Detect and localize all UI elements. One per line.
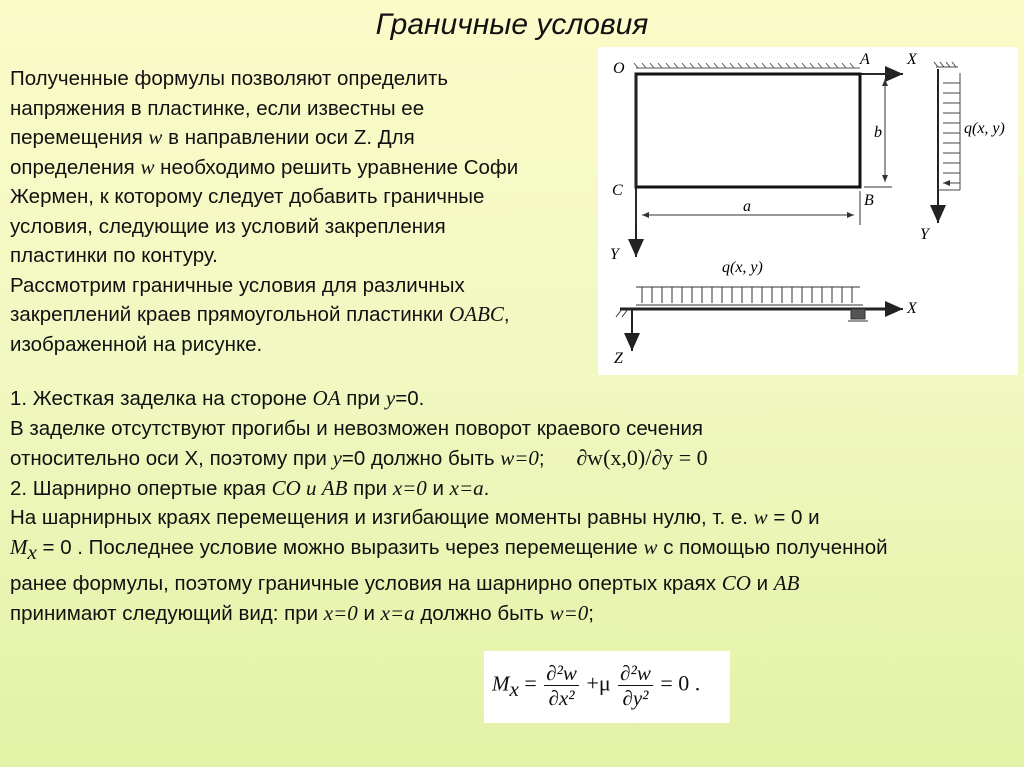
text-line: В заделке отсутствуют прогибы и невозможен поворот краевого сечения — [10, 416, 703, 440]
text-line: ранее формулы, поэтому граничные условия на шарнирно опертых краях CO и AB — [10, 571, 800, 596]
formula-rhs: = 0 . — [660, 670, 701, 696]
text-line: определения w необходимо решить уравнение Софи — [10, 154, 519, 179]
label-Z: Z — [614, 350, 623, 367]
text-line: изображенной на рисунке. — [10, 332, 263, 356]
fraction-x: $\frac{\text{∂²w}}{\text{∂x²}}$ — [546, 661, 577, 710]
label-q-bottom: q(x, y) — [722, 259, 763, 276]
label-Y-left: Y — [610, 246, 619, 263]
label-B: B — [864, 192, 874, 209]
label-b: b — [874, 124, 882, 141]
text-line: Жермен, к которому следует добавить граничные — [10, 185, 485, 208]
label-C: C — [612, 182, 623, 199]
text-line: условия, следующие из условий закрепления — [10, 214, 446, 238]
text-line: $M_x = 0$ . Последнее условие можно выразить через перемещение w с помощью полученной — [10, 534, 888, 564]
bottom-beam — [616, 287, 903, 351]
slide-title: Граничные условия — [375, 8, 649, 41]
text-line: На шарнирных краях перемещения и изгибающие моменты равны нулю, т. е. w = 0 и — [10, 505, 820, 529]
conditions-text — [10, 384, 1020, 628]
plate-diagram — [598, 47, 1018, 375]
label-X-top: X — [907, 51, 917, 68]
text-line: Полученные формулы позволяют определить — [10, 67, 449, 90]
formula-plus-mu: +μ — [586, 670, 611, 696]
moment-formula-content: $M_x$ = $\frac{\text{∂²w}}{\text{∂x²}}$ +μ $\frac{\text{∂²w}}{\text{∂y²}}$ = 0 . — [492, 661, 701, 710]
formula-lhs: M — [492, 671, 510, 696]
formula-equals: = — [524, 670, 537, 696]
intro-paragraph — [10, 64, 600, 359]
text-line: пластинки по контуру. — [10, 244, 218, 267]
text-line: относительно оси X, поэтому при y=0 должно быть w=0; ∂w(x,0)/∂y = 0 — [10, 445, 708, 470]
label-O: O — [613, 60, 625, 77]
text-line: перемещения w в направлении оси Z. Для — [10, 125, 415, 149]
label-X-bottom: X — [907, 300, 917, 317]
clamp-formula: ∂w(x,0)/∂y = 0 — [576, 445, 708, 470]
fraction-y: $\frac{\text{∂²w}}{\text{∂y²}}$ — [620, 661, 651, 710]
text-line: Рассмотрим граничные условия для различных — [10, 273, 465, 297]
plate-diagram-svg — [598, 47, 1018, 375]
text-line: принимают следующий вид: при x=0 и x=a должно быть w=0; — [10, 600, 594, 625]
text-line: напряжения в пластинке, если известны ее — [10, 96, 425, 120]
condition-1-heading: 1. Жесткая заделка на стороне OA при y=0. — [10, 386, 425, 410]
plate-rectangle — [636, 74, 860, 187]
clamp-hatching-top — [634, 63, 860, 68]
label-Y-right: Y — [920, 226, 929, 243]
label-A: A — [860, 51, 870, 68]
right-support — [934, 62, 960, 223]
condition-2-heading: 2. Шарнирно опертые края CO и AB при x=0 и x=a. — [10, 475, 490, 500]
label-q-right: q(x, y) — [964, 120, 1005, 137]
label-a: a — [743, 198, 751, 215]
text-line: закреплений краев прямоугольной пластинки OABC, — [10, 302, 510, 326]
moment-formula — [484, 651, 730, 723]
